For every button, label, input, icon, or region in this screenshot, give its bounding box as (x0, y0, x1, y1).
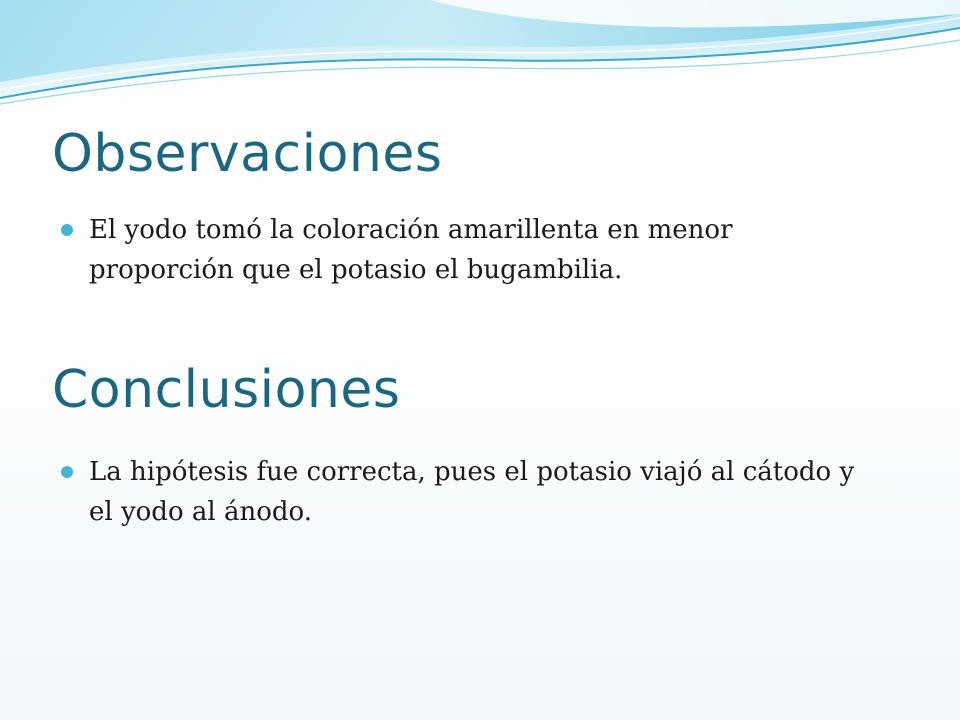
wave-header-decoration (0, 0, 960, 120)
bullet-dot-icon (61, 466, 73, 478)
bullet-list-observaciones (60, 210, 880, 290)
bullet-text: El yodo tomó la coloración amarillenta en menor proporción que el potasio el bugambilia. (89, 215, 733, 285)
section-title-conclusiones: Conclusiones (52, 360, 401, 420)
bullet-text: La hipótesis fue correcta, pues el potasio viajó al cátodo y el yodo al ánodo. (89, 457, 855, 527)
bullet-list-conclusiones (60, 452, 880, 532)
bullet-item (60, 210, 880, 290)
bullet-dot-icon (61, 224, 73, 236)
bullet-item (60, 452, 880, 532)
section-title-observaciones: Observaciones (52, 124, 443, 184)
